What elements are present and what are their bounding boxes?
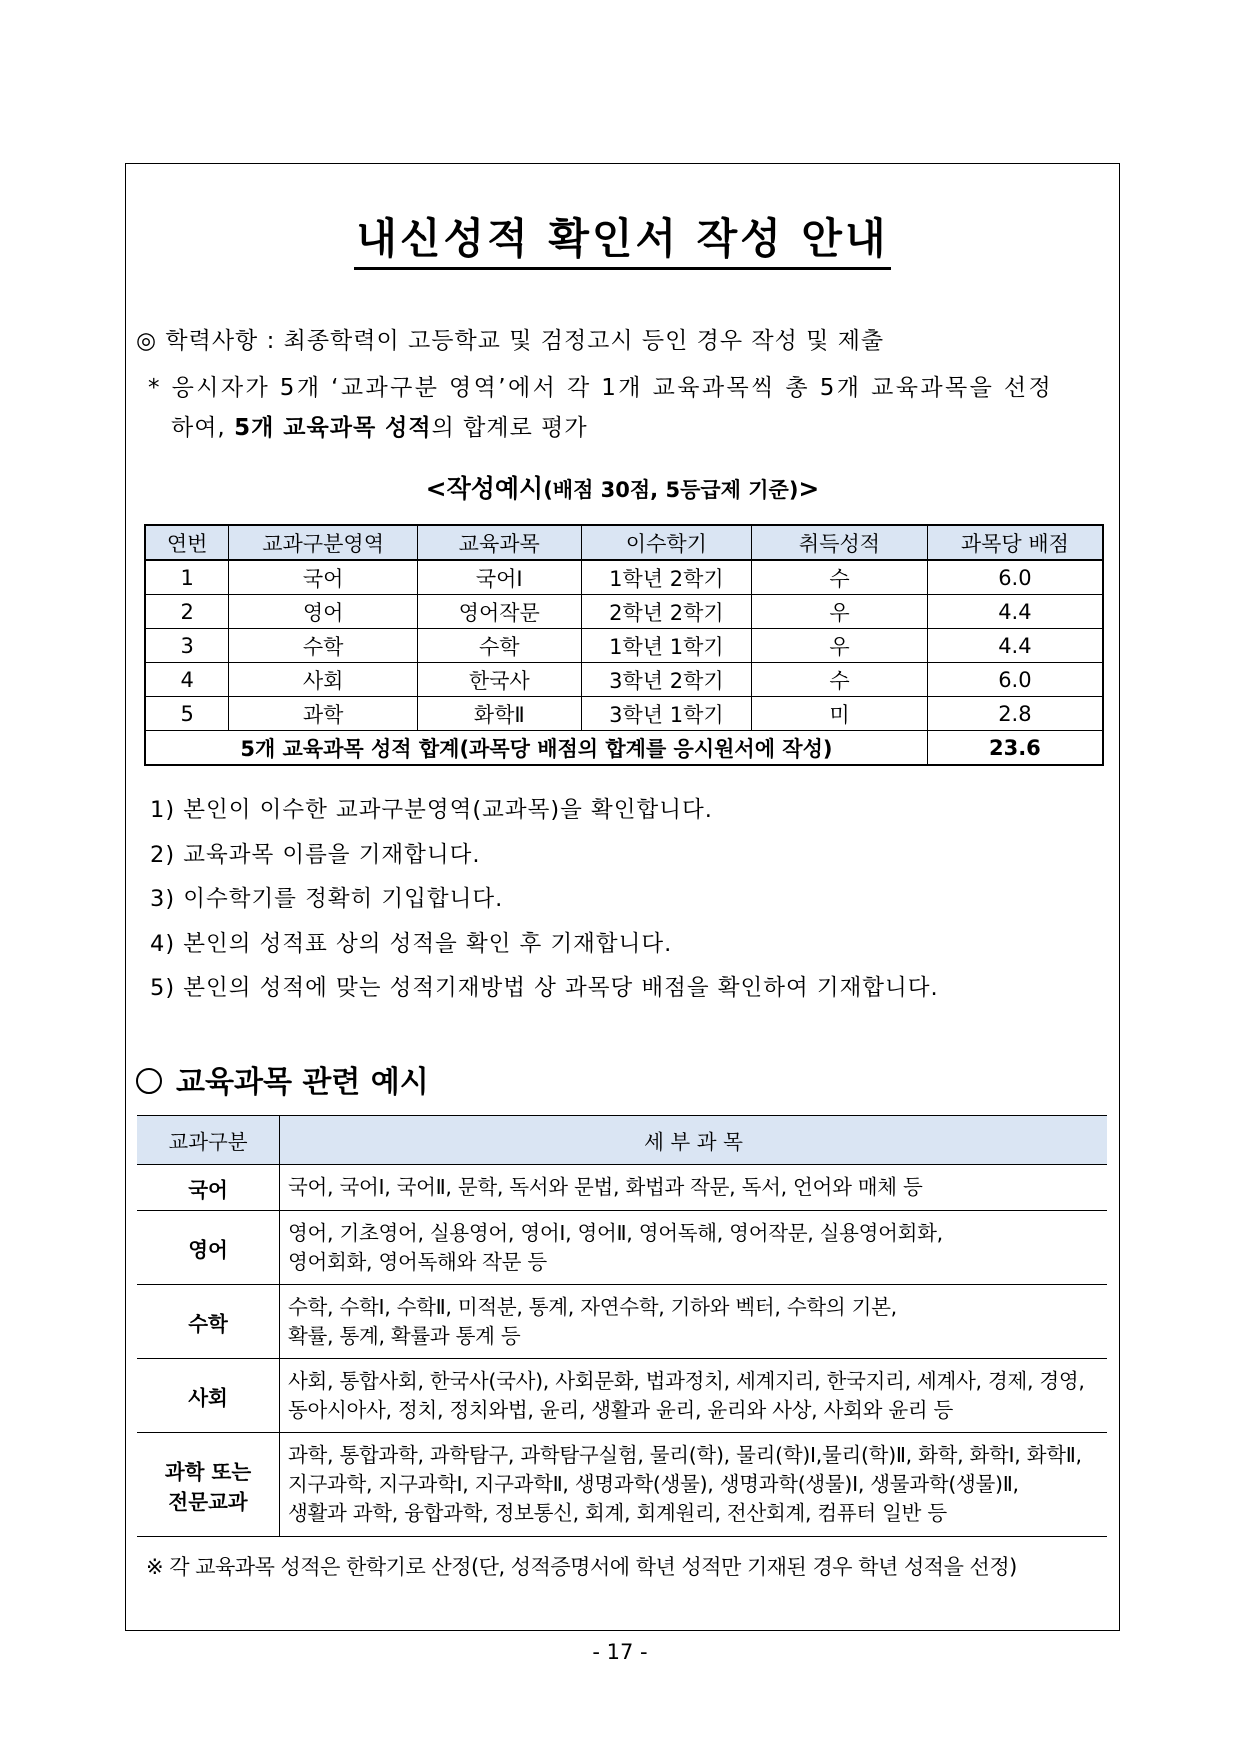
header-semester: 이수학기 xyxy=(581,525,752,560)
cell: 2.8 xyxy=(927,697,1103,731)
cell: 6.0 xyxy=(927,560,1103,595)
total-label: 5개 교육과목 성적 합계(과목당 배점의 합계를 응시원서에 작성) xyxy=(145,731,927,766)
detail-line: 확률, 통계, 확률과 통계 등 xyxy=(288,1323,521,1348)
category-cell: 사회 xyxy=(137,1359,280,1433)
table-row xyxy=(137,1359,1107,1433)
list-item: 5) 본인의 성적에 맞는 성적기재방법 상 과목당 배점을 확인하여 기재합니다. xyxy=(150,975,939,1001)
cell: 1 xyxy=(145,560,229,595)
cell: 3 xyxy=(145,629,229,663)
example-table xyxy=(144,524,1104,766)
detail-cell xyxy=(280,1285,1108,1359)
total-value: 23.6 xyxy=(927,731,1103,766)
cell: 2 xyxy=(145,595,229,629)
total-row xyxy=(145,731,1103,766)
intro-line-2: * 응시자가 5개 ‘교과구분 영역’에서 각 1개 교육과목씩 총 5개 교육과목을 선정 xyxy=(148,375,1054,401)
intro-line-3-post: 의 합계로 평가 xyxy=(431,415,588,441)
detail-line: 수학, 수학Ⅰ, 수학Ⅱ, 미적분, 통계, 자연수학, 기하와 벡터, 수학의 기본, xyxy=(288,1294,897,1319)
cell: 영어작문 xyxy=(417,595,581,629)
cell: 3학년 1학기 xyxy=(581,697,752,731)
table-row xyxy=(137,1285,1107,1359)
category-cell: 국어 xyxy=(137,1165,280,1211)
cell: 3학년 2학기 xyxy=(581,663,752,697)
page-title xyxy=(126,206,1119,266)
detail-line: 영어, 기초영어, 실용영어, 영어Ⅰ, 영어Ⅱ, 영어독해, 영어작문, 실용영어회화, xyxy=(288,1220,943,1245)
cell: 국어 xyxy=(229,560,418,595)
example-header-row xyxy=(145,525,1103,560)
header-category: 교과구분 xyxy=(137,1116,280,1165)
detail-line: 영어회화, 영어독해와 작문 등 xyxy=(288,1249,547,1274)
detail-line: 과학, 통합과학, 과학탐구, 과학탐구실험, 물리(학), 물리(학)Ⅰ,물리(학)Ⅱ, 화학, 화학Ⅰ, 화학Ⅱ, xyxy=(288,1443,1082,1467)
example-caption xyxy=(126,469,1119,505)
circle-bullet-icon xyxy=(136,1068,162,1094)
instruction-list xyxy=(150,792,939,1015)
example-caption-main: <작성예시 xyxy=(425,474,544,503)
cell: 6.0 xyxy=(927,663,1103,697)
cell: 수 xyxy=(752,663,928,697)
cell: 4 xyxy=(145,663,229,697)
detail-line: 사회, 통합사회, 한국사(국사), 사회문화, 법과정치, 세계지리, 한국지리, 세계사, 경제, 경영, xyxy=(288,1368,1085,1393)
intro-line-3-pre: 하여, xyxy=(171,415,235,441)
example-caption-end: > xyxy=(798,474,820,503)
detail-cell xyxy=(280,1433,1108,1537)
cell: 미 xyxy=(752,697,928,731)
header-subject: 교육과목 xyxy=(417,525,581,560)
detail-cell xyxy=(280,1359,1108,1433)
table-row xyxy=(137,1211,1107,1285)
cell: 4.4 xyxy=(927,595,1103,629)
cell: 5 xyxy=(145,697,229,731)
detail-line: 동아시아사, 정치, 정치와법, 윤리, 생활과 윤리, 윤리와 사상, 사회와 윤리 등 xyxy=(288,1397,954,1422)
cell: 수학 xyxy=(417,629,581,663)
cell: 우 xyxy=(752,595,928,629)
table-row xyxy=(145,629,1103,663)
category-line: 과학 또는 xyxy=(164,1459,252,1484)
cell: 화학Ⅱ xyxy=(417,697,581,731)
subjects-header-row xyxy=(137,1116,1107,1165)
category-cell: 수학 xyxy=(137,1285,280,1359)
cell: 수학 xyxy=(229,629,418,663)
table-row xyxy=(145,560,1103,595)
subjects-table xyxy=(137,1115,1107,1537)
category-cell: 영어 xyxy=(137,1211,280,1285)
intro-line-1: ◎ 학력사항 : 최종학력이 고등학교 및 검정고시 등인 경우 작성 및 제출 xyxy=(136,328,885,354)
detail-line: 지구과학, 지구과학Ⅰ, 지구과학Ⅱ, 생명과학(생물), 생명과학(생물)Ⅰ, 생물과학(생물)Ⅱ, xyxy=(288,1472,1019,1496)
list-item: 3) 이수학기를 정확히 기입합니다. xyxy=(150,886,504,912)
list-item: 4) 본인의 성적표 상의 성적을 확인 후 기재합니다. xyxy=(150,930,673,957)
cell: 4.4 xyxy=(927,629,1103,663)
page-title-text: 내신성적 확인서 작성 안내 xyxy=(354,214,890,270)
cell: 수 xyxy=(752,560,928,595)
detail-cell xyxy=(280,1165,1108,1211)
category-cell xyxy=(137,1433,280,1537)
detail-line: 생활과 과학, 융합과학, 정보통신, 회계, 회계원리, 전산회계, 컴퓨터 일반 등 xyxy=(288,1501,947,1525)
section-heading-text: 교육과목 관련 예시 xyxy=(176,1065,429,1100)
header-grade: 취득성적 xyxy=(752,525,928,560)
header-points: 과목당 배점 xyxy=(927,525,1103,560)
category-line: 전문교과 xyxy=(168,1489,248,1514)
cell: 과학 xyxy=(229,697,418,731)
header-no: 연번 xyxy=(145,525,229,560)
detail-line: 국어, 국어Ⅰ, 국어Ⅱ, 문학, 독서와 문법, 화법과 작문, 독서, 언어와 매체 등 xyxy=(288,1175,923,1199)
header-detail: 세 부 과 목 xyxy=(280,1116,1108,1165)
example-caption-small: (배점 30점, 5등급제 기준) xyxy=(543,478,799,502)
intro-line-3-bold: 5개 교육과목 성적 xyxy=(234,415,432,441)
cell: 우 xyxy=(752,629,928,663)
table-row xyxy=(137,1433,1107,1537)
cell: 1학년 2학기 xyxy=(581,560,752,595)
cell: 2학년 2학기 xyxy=(581,595,752,629)
page-number: - 17 - xyxy=(592,1640,648,1664)
footnote: ※ 각 교육과목 성적은 한학기로 산정(단, 성적증명서에 학년 성적만 기재된 경우 학년 성적을 선정) xyxy=(146,1555,1017,1579)
list-item: 2) 교육과목 이름을 기재합니다. xyxy=(150,841,481,868)
table-row xyxy=(145,697,1103,731)
section-heading xyxy=(136,1057,429,1101)
header-category: 교과구분영역 xyxy=(229,525,418,560)
table-row xyxy=(145,595,1103,629)
cell: 1학년 1학기 xyxy=(581,629,752,663)
cell: 한국사 xyxy=(417,663,581,697)
list-item: 1) 본인이 이수한 교과구분영역(교과목)을 확인합니다. xyxy=(150,797,713,823)
document-frame xyxy=(125,163,1120,1631)
cell: 영어 xyxy=(229,595,418,629)
cell: 국어Ⅰ xyxy=(417,560,581,595)
detail-cell xyxy=(280,1211,1108,1285)
cell: 사회 xyxy=(229,663,418,697)
intro-line-3 xyxy=(171,409,588,442)
table-row xyxy=(137,1165,1107,1211)
table-row xyxy=(145,663,1103,697)
